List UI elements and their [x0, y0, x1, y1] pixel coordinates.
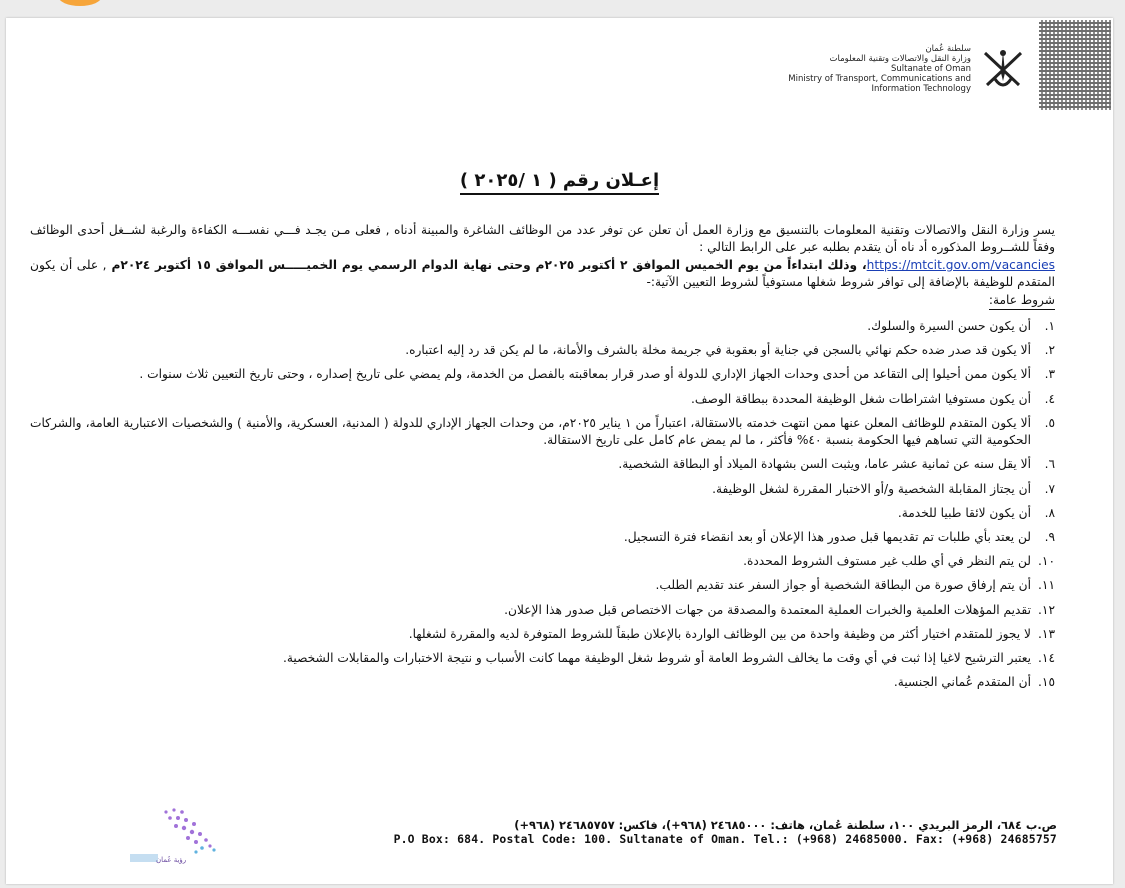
condition-item: ٨. أن يكون لائقا طبيا للخدمة. — [897, 505, 1055, 520]
ministry-en-line3: Information Technology — [871, 84, 971, 94]
ministry-en-line2: Ministry of Transport, Communications and — [788, 74, 971, 84]
condition-item: ١٥. أن المتقدم عُماني الجنسية. — [893, 675, 1055, 690]
ministry-header — [788, 44, 1027, 94]
condition-item: ٣. ألا يكون ممن أحيلوا إلى التقاعد من أحدى وحدات الجهاز الإداري للدولة أو صدر قرار بمعاقبته بالفصل من الخدمة، ولم يمضي على تاريخ إصداره ، وحتى تاريخ التعيين ثلاث سنوات . — [139, 367, 1055, 382]
ministry-en-line1: Sultanate of Oman — [890, 64, 971, 74]
intro-line2: ، وذلك ابتداءاً من يوم الخميس الموافق ٢ أكتوبر ٢٠٢٥م وحتى نهاية الدوام الرسمي يوم الخميـــــس الموافق ١٥ أكتوبر ٢٠٢٤م — [111, 257, 867, 272]
document-page — [6, 18, 1113, 884]
announcement-body — [30, 222, 1055, 698]
intro-line3: , على أن يكون المتقدم للوظيفة بالإضافة إلى توافر شروط شغلها مستوفياً لشروط التعيين الآتية:- — [30, 257, 1055, 290]
qr-code — [1039, 20, 1111, 110]
condition-item: ١٠. لن يتم النظر في أي طلب غير مستوف الشروط المحددة. — [743, 554, 1055, 569]
condition-item: ١٣. لا يجوز للمتقدم اختيار أكثر من وظيفة واحدة من بين الوظائف الواردة بالإعلان طبقاً للشروط المتوفرة لديه والمقررة لشغلها. — [408, 626, 1055, 641]
footer-contact — [186, 818, 1057, 846]
orange-accent — [58, 0, 102, 6]
condition-item: ٥. ألا يكون المتقدم للوظائف المعلن عنها ممن انتهت خدمته بالاستقالة، اعتباراً من ١ يناير ٢٠٢٥م، من وحدات الجهاز الإداري للدولة ( المدنية، العسكرية، والأمنية ) والشخصيات الاعتبارية العامة، والشركات الحكومية التي تساهم فيها الحكومة بنسبة ٤٠% فأكثر ، ما لم يمض عام كامل على تاريخ الاستقالة. — [30, 415, 1055, 448]
condition-item: ٤. أن يكون مستوفيا اشتراطات شغل الوظيفة المحددة ببطاقة الوصف. — [691, 391, 1055, 406]
vacancies-link[interactable]: https://mtcit.gov.om/vacancies — [866, 257, 1055, 272]
condition-item: ١٢. تقديم المؤهلات العلمية والخبرات العملية المعتمدة والمصدقة من جهات الاختصاص قبل صدور هذا الإعلان. — [504, 602, 1055, 617]
vision-logo-text: رؤية عُمان — [156, 856, 187, 864]
intro-line1: يسر وزارة النقل والاتصالات وتقنية المعلومات بالتنسيق مع وزارة العمل أن تعلن عن توفر عدد من الوظائف الشاغرة والمبينة أدناه , فعلى مـن يجـد فـــي نفســـه الكفاءة والرغبة لشــغل أحدى الوظائف وفقاً للشــروط المذكوره أد ناه أن يتقدم بطلبه عبر على الرابط التالي : — [30, 223, 1055, 255]
condition-item: ١٤. يعتبر الترشيح لاغيا إذا ثبت في أي وقت ما يخالف الشروط العامة أو شروط شغل الوظيفة مهما كانت الأسباب و نتيجة الاختبارات والمقابلات الشخصية. — [282, 651, 1055, 666]
condition-item: ١. أن يكون حسن السيرة والسلوك. — [867, 319, 1055, 334]
announcement-title: إعـلان رقم ( ١ /٢٠٢٥ ) — [6, 170, 1113, 191]
ministry-name — [788, 44, 971, 94]
condition-item: ٢. ألا يكون قد صدر ضده حكم نهائي بالسجن في جناية أو بعقوبة في جريمة مخلة بالشرف والأمانة، ما لم يكن قد رد إليه اعتباره. — [405, 343, 1055, 358]
condition-item: ٦. ألا يقل سنه عن ثمانية عشر عاما، ويثبت السن بشهادة الميلاد أو البطاقة الشخصية. — [618, 457, 1055, 472]
ministry-ar-line2: وزارة النقل والاتصالات وتقنية المعلومات — [829, 54, 971, 64]
conditions-title: شروط عامة: — [989, 292, 1055, 310]
condition-item: ٧. أن يجتاز المقابلة الشخصية و/أو الاختبار المقررة لشغل الوظيفة. — [712, 481, 1055, 496]
oman-emblem-icon — [979, 45, 1027, 93]
ministry-ar-line1: سلطنة عُمان — [925, 44, 971, 54]
footer-address-en: P.O Box: 684. Postal Code: 100. Sultanate of Oman. Tel.: (+968) 24685000. Fax: (+968) 24685757 — [393, 832, 1057, 846]
condition-item: ٩. لن يعتد بأي طلبات تم تقديمها قبل صدور هذا الإعلان أو بعد انقضاء فترة التسجيل. — [623, 530, 1055, 545]
conditions-list — [30, 318, 1055, 692]
condition-item: ١١. أن يتم إرفاق صورة من البطاقة الشخصية أو جواز السفر عند تقديم الطلب. — [655, 578, 1055, 593]
intro-dates — [30, 257, 1055, 292]
footer-address-ar: ص.ب ٦٨٤، الرمز البريدي ١٠٠، سلطنة عُمان، هاتف: ٢٤٦٨٥٠٠٠ (٩٦٨+)، فاكس: ٢٤٦٨٥٧٥٧ (٩٦٨+) — [514, 818, 1057, 832]
